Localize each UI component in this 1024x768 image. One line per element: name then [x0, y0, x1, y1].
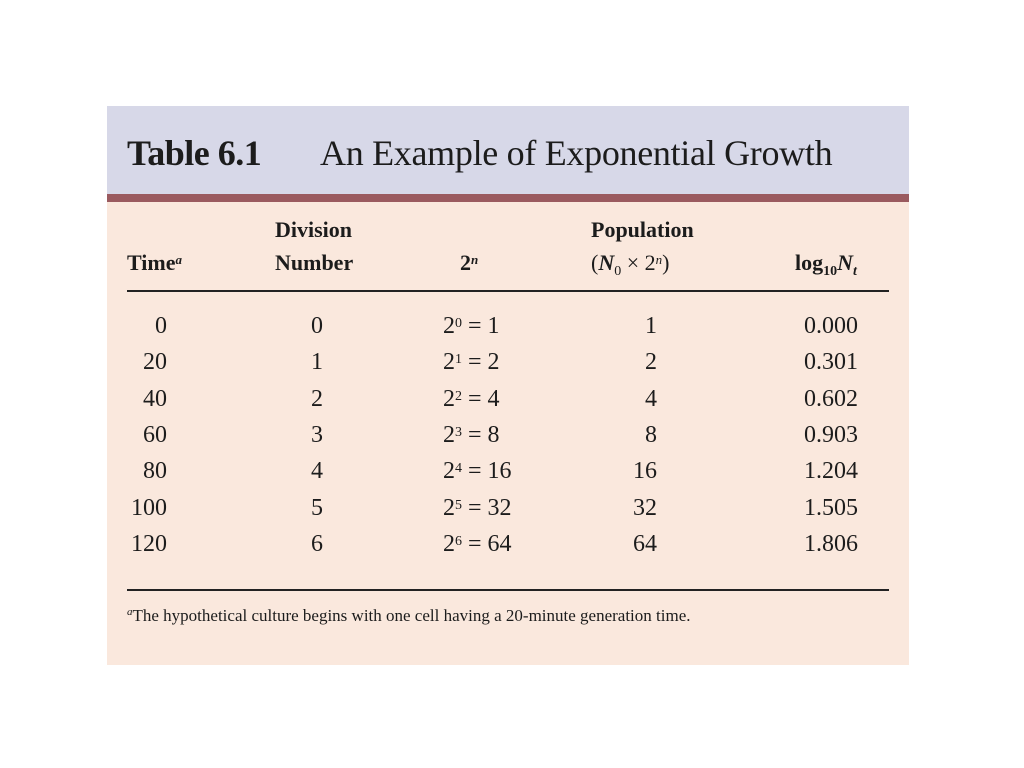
cell-power: $2^0 = 1$ — [443, 313, 500, 339]
cell-power: $2^4 = 16$ — [443, 458, 512, 484]
cell-power: $2^5 = 32$ — [443, 495, 512, 521]
cell-time: 60 — [143, 422, 167, 448]
cell-time: 100 — [131, 495, 167, 521]
cell-log: 1.204 — [804, 458, 858, 484]
cell-log: 0.301 — [804, 349, 858, 375]
cell-division: 5 — [311, 495, 323, 521]
cell-population: 2 — [645, 349, 657, 375]
header-division: Division Number — [275, 217, 354, 275]
cell-division: 1 — [311, 349, 323, 375]
cell-division: 6 — [311, 531, 323, 557]
header-population: Population $(N_0 \times 2^n)$ — [591, 217, 694, 279]
cell-power: $2^1 = 2$ — [443, 349, 500, 375]
table-title: An Example of Exponential Growth — [320, 133, 833, 173]
cell-log: 0.903 — [804, 422, 858, 448]
cell-division: 3 — [311, 422, 323, 448]
cell-division: 0 — [311, 313, 323, 339]
header-time: Time$^a$ — [127, 250, 182, 275]
cell-division: 2 — [311, 386, 323, 412]
header-power: 2$^n$ — [460, 250, 479, 275]
cell-time: 40 — [143, 386, 167, 412]
title-divider — [107, 194, 909, 202]
title-bar — [107, 106, 909, 194]
cell-population: 16 — [633, 458, 657, 484]
cell-log: 1.505 — [804, 495, 858, 521]
cell-population: 32 — [633, 495, 657, 521]
footer-rule — [127, 589, 889, 591]
cell-population: 8 — [645, 422, 657, 448]
cell-power: $2^6 = 64$ — [443, 531, 512, 557]
table-footnote: $^a$The hypothetical culture begins with one cell having a 20-minute generation time. — [127, 606, 691, 625]
cell-power: $2^2 = 4$ — [443, 386, 500, 412]
cell-time: 20 — [143, 349, 167, 375]
cell-time: 80 — [143, 458, 167, 484]
header-log: $\log_{10}N_t$ — [795, 250, 857, 279]
cell-log: 0.602 — [804, 386, 858, 412]
table-card — [107, 106, 909, 665]
cell-population: 1 — [645, 313, 657, 339]
cell-population: 4 — [645, 386, 657, 412]
cell-time: 0 — [155, 313, 167, 339]
cell-log: 1.806 — [804, 531, 858, 557]
cell-log: 0.000 — [804, 313, 858, 339]
cell-population: 64 — [633, 531, 657, 557]
cell-division: 4 — [311, 458, 323, 484]
table-label: Table 6.1 — [127, 133, 262, 173]
cell-time: 120 — [131, 531, 167, 557]
cell-power: $2^3 = 8$ — [443, 422, 500, 448]
header-rule — [127, 290, 889, 292]
